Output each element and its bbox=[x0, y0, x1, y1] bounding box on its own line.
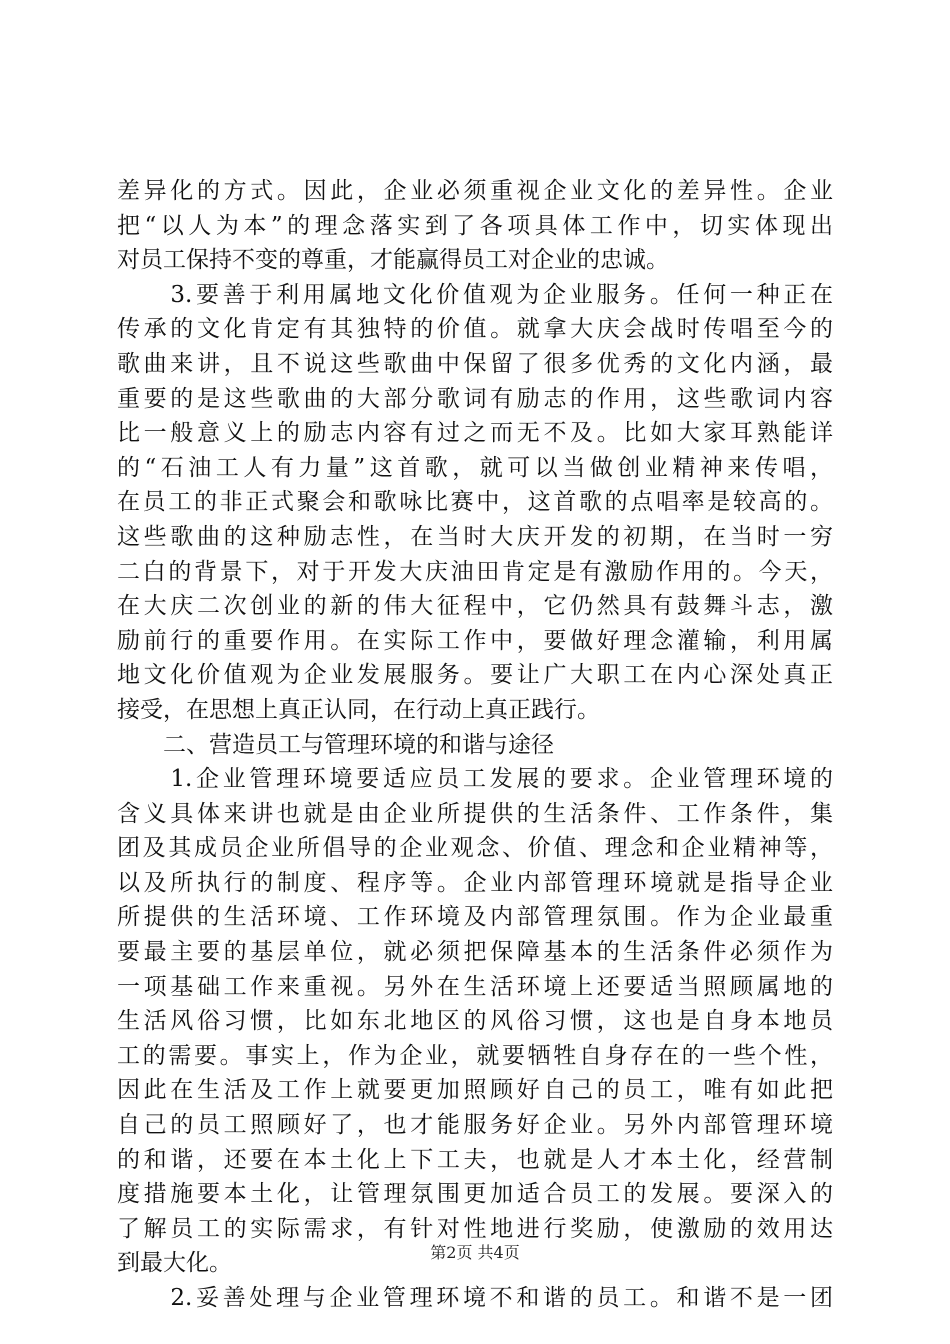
section-heading: 二、营造员工与管理环境的和谐与途径 bbox=[117, 731, 554, 758]
text-line: 3.要善于利用属地文化价值观为企业服务。任何一种正在 bbox=[117, 281, 833, 308]
text-line: 差异化的方式。因此，企业必须重视企业文化的差异性。企业 bbox=[117, 178, 833, 204]
text-line: 在大庆二次创业的新的伟大征程中，它仍然具有鼓舞斗志，激 bbox=[117, 593, 833, 620]
text-line: 度措施要本土化，让管理氛围更加适合员工的发展。要深入的 bbox=[117, 1181, 833, 1208]
text-line: 接受，在思想上真正认同，在行动上真正践行。 bbox=[117, 696, 600, 723]
text-line: 在员工的非正式聚会和歌咏比赛中，这首歌的点唱率是较高的。 bbox=[117, 489, 833, 516]
page-footer: 第2页 共4页 bbox=[430, 1243, 520, 1262]
text-line: 生活风俗习惯，比如东北地区的风俗习惯，这也是自身本地员 bbox=[117, 1008, 833, 1035]
text-line: 歌曲来讲，且不说这些歌曲中保留了很多优秀的文化内涵，最 bbox=[117, 350, 833, 377]
text-line: 的“石油工人有力量”这首歌，就可以当做创业精神来传唱， bbox=[117, 454, 833, 481]
text-line: 所提供的生活环境、工作环境及内部管理氛围。作为企业最重 bbox=[117, 904, 833, 931]
text-line: 重要的是这些歌曲的大部分歌词有励志的作用，这些歌词内容 bbox=[117, 385, 833, 412]
text-line: 团及其成员企业所倡导的企业观念、价值、理念和企业精神等， bbox=[117, 835, 833, 862]
text-line: 对员工保持不变的尊重，才能赢得员工对企业的忠诚。 bbox=[117, 247, 669, 274]
text-line: 比一般意义上的励志内容有过之而无不及。比如大家耳熟能详 bbox=[117, 420, 833, 447]
text-line: 励前行的重要作用。在实际工作中，要做好理念灌输，利用属 bbox=[117, 627, 833, 654]
text-line: 含义具体来讲也就是由企业所提供的生活条件、工作条件，集 bbox=[117, 800, 833, 827]
text-line: 1.企业管理环境要适应员工发展的要求。企业管理环境的 bbox=[117, 766, 833, 793]
text-line: 了解员工的实际需求，有针对性地进行奖励，使激励的效用达 bbox=[117, 1215, 833, 1242]
text-line: 要最主要的基层单位，就必须把保障基本的生活条件必须作为 bbox=[117, 939, 833, 966]
text-line: 把“以人为本”的理念落实到了各项具体工作中，切实体现出 bbox=[117, 212, 833, 239]
text-line: 2.妥善处理与企业管理环境不和谐的员工。和谐不是一团 bbox=[117, 1285, 833, 1311]
text-line: 到最大化。 bbox=[117, 1250, 232, 1277]
text-line: 传承的文化肯定有其独特的价值。就拿大庆会战时传唱至今的 bbox=[117, 316, 833, 343]
text-line: 以及所执行的制度、程序等。企业内部管理环境就是指导企业 bbox=[117, 869, 833, 896]
text-line: 的和谐，还要在本土化上下工夫，也就是人才本土化，经营制 bbox=[117, 1146, 833, 1173]
text-line: 自己的员工照顾好了，也才能服务好企业。另外内部管理环境 bbox=[117, 1112, 833, 1139]
text-line: 因此在生活及工作上就要更加照顾好自己的员工，唯有如此把 bbox=[117, 1077, 833, 1104]
text-line: 二白的背景下，对于开发大庆油田肯定是有激励作用的。今天， bbox=[117, 558, 833, 585]
document-body bbox=[117, 174, 833, 1316]
text-line: 一项基础工作来重视。另外在生活环境上还要适当照顾属地的 bbox=[117, 973, 833, 1000]
text-line: 这些歌曲的这种励志性，在当时大庆开发的初期，在当时一穷 bbox=[117, 523, 833, 550]
text-line: 地文化价值观为企业发展服务。要让广大职工在内心深处真正 bbox=[117, 662, 833, 689]
text-line: 工的需要。事实上，作为企业，就要牺牲自身存在的一些个性， bbox=[117, 1042, 833, 1069]
